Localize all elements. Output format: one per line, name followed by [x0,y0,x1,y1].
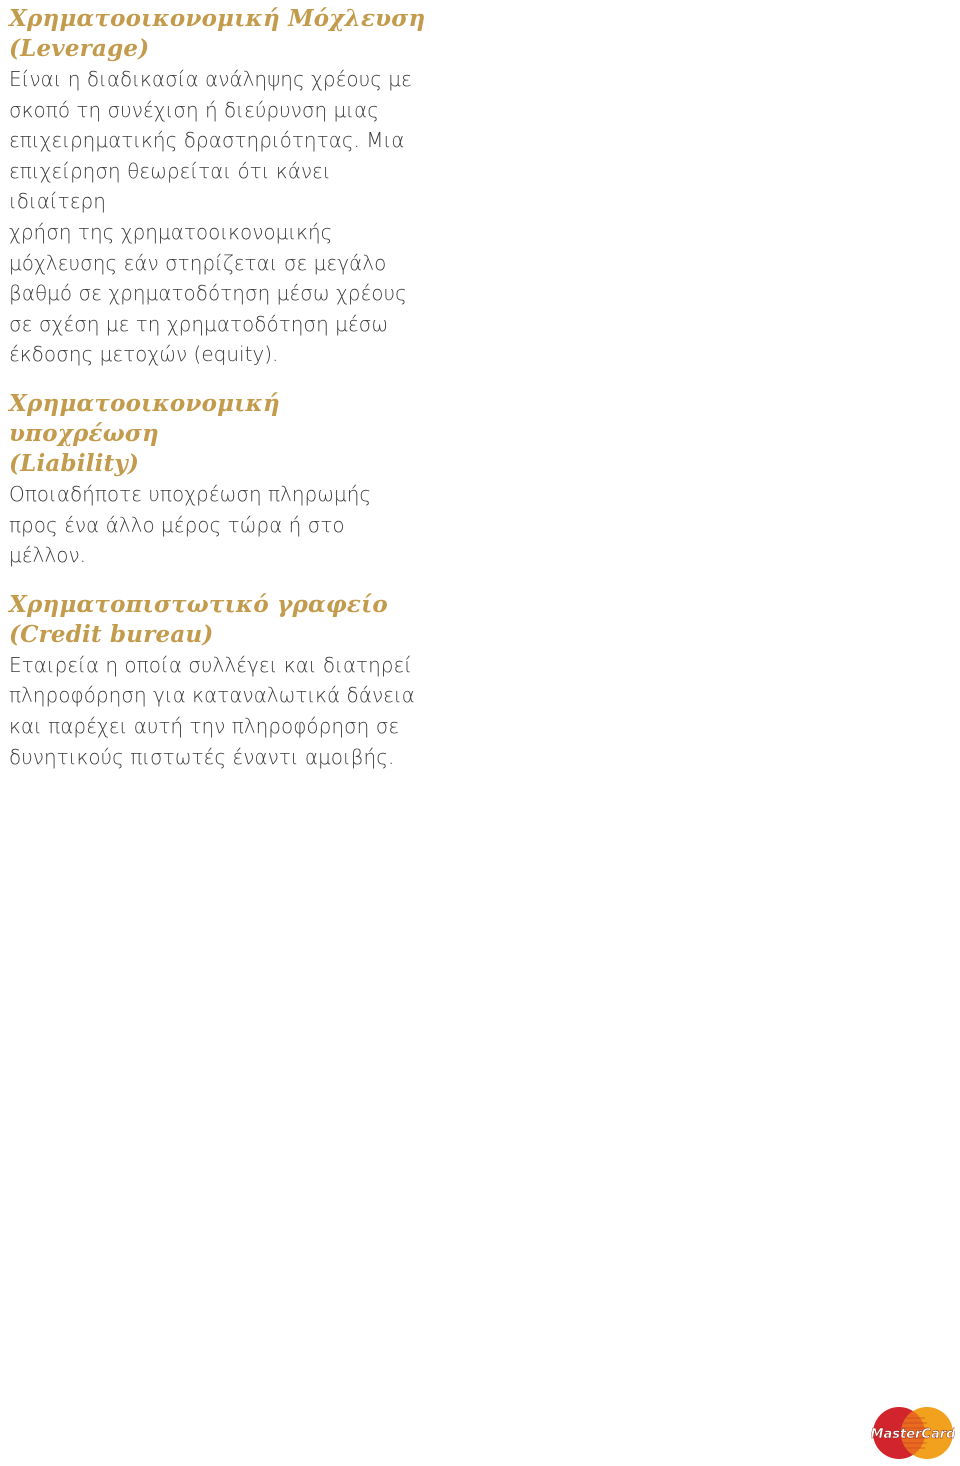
definition-line: προς ένα άλλο μέρος τώρα ή στο [9,512,345,537]
definition-line: χρήση της χρηματοοικονομικής [9,219,333,244]
logo-text: MasterCard [871,1427,955,1442]
glossary-page [9,4,429,772]
definition-line: Είναι η διαδικασία ανάληψης χρέους με [9,67,412,91]
glossary-entry-credit-bureau [9,590,429,772]
definition-line: σε σχέση με τη χρηματοδότηση μέσω [9,311,389,336]
definition-line: μέλλον. [9,543,86,568]
term-greek: Χρηματοοικονομική Μόχλευση [9,5,426,32]
glossary-term [9,590,429,650]
definition-line: μόχλευσης εάν στηρίζεται σε μεγάλο [9,250,387,275]
definition-line: Οποιαδήποτε υποχρέωση πληρωμής [9,481,372,506]
term-greek: Χρηματοοικονομική υποχρέωση [9,389,280,447]
definition-line: δυνητικούς πιστωτές έναντι αμοιβής. [9,744,395,769]
glossary-definition [9,650,429,772]
glossary-definition [9,64,429,370]
glossary-term [9,389,429,479]
glossary-entry-leverage [9,4,429,370]
term-greek: Χρηματοπιστωτικό γραφείο [9,590,388,618]
definition-line: επιχείρηση θεωρείται ότι κάνει ιδιαίτερη [9,158,331,214]
definition-line: βαθμό σε χρηματοδότηση μέσω χρέους [9,281,407,306]
term-english: (Credit bureau) [9,620,214,648]
definition-line: και παρέχει αυτή την πληροφόρηση σε [9,713,400,738]
glossary-term [9,4,429,64]
definition-line: Εταιρεία η οποία συλλέγει και διατηρεί [9,652,412,677]
definition-line: σκοπό τη συνέχιση ή διεύρυνση μιας [9,97,379,122]
mastercard-logo-icon [871,1406,955,1460]
glossary-definition [9,479,429,571]
term-english: (Liability) [9,449,140,477]
definition-line: επιχειρηματικής δραστηριότητας. Μια [9,128,405,153]
glossary-entry-liability [9,389,429,571]
definition-line: πληροφόρηση για καταναλωτικά δάνεια [9,683,415,708]
definition-line: έκδοσης μετοχών (equity). [9,342,279,367]
term-english: (Leverage) [9,35,150,62]
